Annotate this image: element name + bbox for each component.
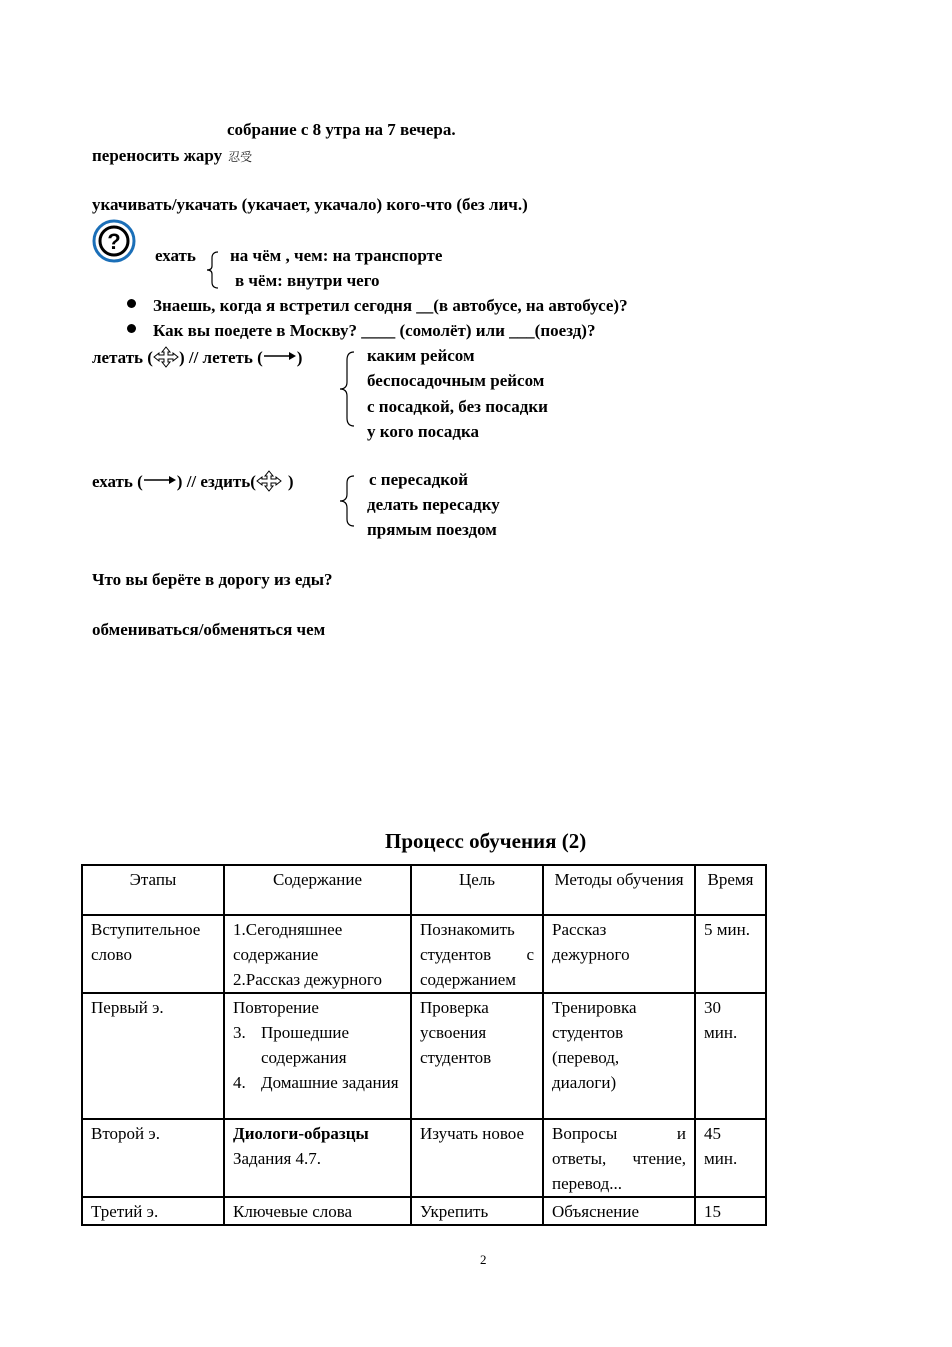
svg-text:?: ? (107, 229, 121, 254)
cell-time: 30 мин. (695, 993, 766, 1119)
line-letat (92, 346, 302, 368)
cell-method: Тренировка студентов (перевод, диалоги) (543, 993, 695, 1119)
list-text: Домашние задания (261, 1073, 399, 1092)
cell-content: Ключевые слова (224, 1197, 411, 1225)
lesson-plan-table (81, 864, 767, 1226)
cell-time: 15 (695, 1197, 766, 1225)
header-methods: Методы обучения (543, 865, 695, 915)
question-icon (92, 219, 136, 263)
cell-method: Объяснение (543, 1197, 695, 1225)
question-moscow: Как вы поедете в Москву? ____ (сомолёт) или ___(поезд)? (153, 321, 596, 340)
list-number: 4. (233, 1073, 246, 1092)
letat-option-1: каким рейсом (367, 346, 475, 365)
word-ehat: ехать (155, 246, 196, 265)
ehat-option-inside: в чём: внутри чего (235, 271, 380, 290)
letet-close: ) (296, 348, 303, 367)
content-line: Диологи-образцы (233, 1124, 369, 1143)
cell-time: 5 мин. (695, 915, 766, 993)
chinese-gloss: 忍受 (228, 150, 253, 164)
letat-option-2: беспосадочным рейсом (367, 371, 545, 390)
letat-option-4: у кого посадка (367, 422, 480, 441)
right-arrow-icon (263, 351, 297, 361)
header-goal: Цель (411, 865, 543, 915)
cell-content (224, 915, 411, 993)
ehat-option-transport: на чём , чем: на транспорте (230, 246, 443, 265)
letet-label: ) // лететь ( (178, 348, 263, 367)
list-item (233, 1020, 402, 1070)
table-row (82, 915, 766, 993)
cell-goal: Укрепить (411, 1197, 543, 1225)
content-line: Повторение (233, 998, 319, 1017)
list-item (233, 1070, 402, 1095)
ezdit-label: ) // ездить( (176, 472, 256, 491)
bullet-icon (127, 324, 136, 333)
letat-option-3: с посадкой, без посадки (367, 397, 548, 416)
cell-goal: Познакомить студентов с содержанием (411, 915, 543, 993)
table-row (82, 1119, 766, 1197)
line-motion-sickness: укачивать/укачать (укачает, укачало) кого-что (без лич.) (92, 195, 528, 214)
content-line: содержание (233, 945, 319, 964)
letat-label: летать ( (92, 348, 153, 367)
cell-stage: Третий э. (82, 1197, 224, 1225)
content-line: 1.Сегодняшнее (233, 920, 343, 939)
brace-icon (338, 474, 356, 528)
page-number: 2 (480, 1252, 487, 1267)
cell-stage: Второй э. (82, 1119, 224, 1197)
four-way-arrow-icon (153, 346, 179, 368)
right-arrow-icon (143, 475, 177, 485)
content-line: 2.Рассказ дежурного (233, 970, 382, 989)
ehat-option-2: делать пересадку (367, 495, 500, 514)
ehat-option-3: прямым поездом (367, 520, 497, 539)
line-heat-text: переносить жару (92, 146, 223, 165)
table-title: Процесс обучения (2) (385, 829, 587, 853)
table-row (82, 1197, 766, 1225)
header-stages: Этапы (82, 865, 224, 915)
cell-method: Вопросы и ответы, чтение, перевод... (543, 1119, 695, 1197)
content-line: Задания 4.7. (233, 1149, 322, 1168)
table-row (82, 993, 766, 1119)
ehat-option-1: с пересадкой (369, 470, 469, 489)
list-number: 3. (233, 1023, 246, 1042)
ehat-label: ехать ( (92, 472, 143, 491)
cell-method: Рассказ дежурного (543, 915, 695, 993)
header-content: Содержание (224, 865, 411, 915)
cell-goal: Проверка усвоения студентов (411, 993, 543, 1119)
cell-goal: Изучать новое (411, 1119, 543, 1197)
table-header-row (82, 865, 766, 915)
cell-stage: Вступительное слово (82, 915, 224, 993)
bullet-icon (127, 299, 136, 308)
header-time: Время (695, 865, 766, 915)
line-ehat-ezdit (92, 470, 294, 492)
question-food: Что вы берёте в дорогу из еды? (92, 570, 333, 589)
brace-icon (205, 250, 219, 290)
four-way-arrow-icon (256, 470, 282, 492)
cell-time: 45 мин. (695, 1119, 766, 1197)
ezdit-close: ) (287, 472, 294, 491)
cell-content (224, 993, 411, 1119)
line-heat (92, 146, 252, 166)
cell-content (224, 1119, 411, 1197)
list-text: Прошедшие содержания (261, 1023, 350, 1067)
line-meeting: собрание с 8 утра на 7 вечера. (227, 120, 456, 139)
question-bus: Знаешь, когда я встретил сегодня __(в автобусе, на автобусе)? (153, 296, 628, 315)
brace-icon (338, 350, 356, 428)
cell-stage: Первый э. (82, 993, 224, 1119)
line-exchange: обмениваться/обменяться чем (92, 620, 326, 639)
